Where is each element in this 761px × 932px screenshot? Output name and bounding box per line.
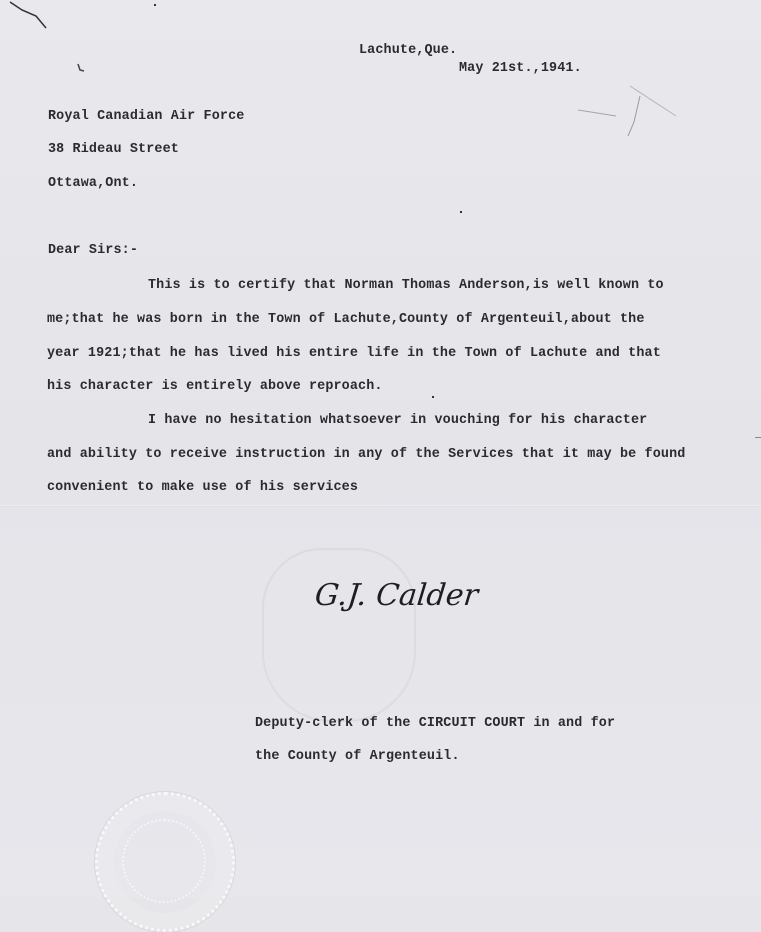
ink-speck — [460, 211, 462, 213]
letter-date: May 21st.,1941. — [459, 61, 582, 76]
handwritten-signature: G.J. Calder — [313, 578, 480, 613]
ink-speck — [432, 396, 434, 398]
embossed-seal-inner-ring — [122, 819, 206, 903]
embossed-seal — [95, 792, 235, 932]
body-line: This is to certify that Norman Thomas Anderson,is well known to — [148, 278, 664, 293]
letter-place: Lachute,Que. — [359, 43, 458, 58]
signatory-title-line-2: the County of Argenteuil. — [255, 749, 460, 764]
paper-crease-mark — [0, 0, 761, 200]
body-line: year 1921;that he has lived his entire life in the Town of Lachute and that — [47, 346, 661, 361]
body-line: I have no hesitation whatsoever in vouching for his character — [148, 413, 648, 428]
paper-fold — [0, 505, 761, 507]
body-line: me;that he was born in the Town of Lachute,County of Argenteuil,about the — [47, 312, 645, 327]
body-line: and ability to receive instruction in any of the Services that it may be found — [47, 447, 686, 462]
watermark-crest — [262, 548, 416, 722]
ink-speck — [154, 4, 156, 6]
recipient-line-2: 38 Rideau Street — [48, 142, 179, 157]
body-line: his character is entirely above reproach. — [47, 379, 383, 394]
ink-speck — [755, 437, 761, 438]
recipient-line-3: Ottawa,Ont. — [48, 176, 139, 191]
salutation: Dear Sirs:- — [48, 243, 139, 258]
body-line: convenient to make use of his services — [47, 480, 359, 495]
recipient-line-1: Royal Canadian Air Force — [48, 109, 245, 124]
signatory-title-line-1: Deputy-clerk of the CIRCUIT COURT in and for — [255, 716, 616, 731]
